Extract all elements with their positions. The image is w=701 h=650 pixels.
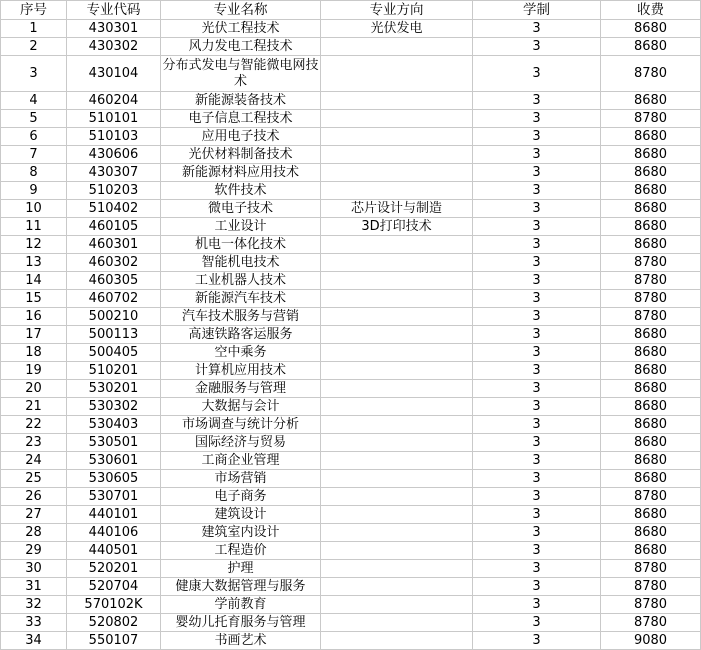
cell-code: 460302 xyxy=(67,254,161,272)
cell-name: 风力发电工程技术 xyxy=(161,38,321,56)
header-cell-name: 专业名称 xyxy=(161,1,321,20)
cell-fee: 8680 xyxy=(601,452,701,470)
cell-no: 34 xyxy=(1,632,67,650)
cell-fee: 8680 xyxy=(601,200,701,218)
cell-code: 430302 xyxy=(67,38,161,56)
cell-years: 3 xyxy=(473,380,601,398)
cell-direction xyxy=(321,578,473,596)
cell-years: 3 xyxy=(473,182,601,200)
table-row xyxy=(1,470,701,488)
cell-no: 32 xyxy=(1,596,67,614)
cell-code: 520802 xyxy=(67,614,161,632)
cell-direction xyxy=(321,182,473,200)
cell-no: 8 xyxy=(1,164,67,182)
cell-years: 3 xyxy=(473,56,601,92)
cell-name: 软件技术 xyxy=(161,182,321,200)
cell-direction xyxy=(321,398,473,416)
cell-no: 16 xyxy=(1,308,67,326)
cell-name: 工程造价 xyxy=(161,542,321,560)
cell-name: 智能机电技术 xyxy=(161,254,321,272)
cell-direction xyxy=(321,326,473,344)
cell-no: 19 xyxy=(1,362,67,380)
cell-fee: 9080 xyxy=(601,632,701,650)
cell-direction xyxy=(321,524,473,542)
cell-name: 新能源材料应用技术 xyxy=(161,164,321,182)
table-row xyxy=(1,38,701,56)
table-row xyxy=(1,578,701,596)
cell-fee: 8680 xyxy=(601,470,701,488)
table-body xyxy=(1,20,701,650)
cell-code: 510203 xyxy=(67,182,161,200)
cell-name: 健康大数据管理与服务 xyxy=(161,578,321,596)
table-row xyxy=(1,164,701,182)
cell-fee: 8780 xyxy=(601,560,701,578)
table-row xyxy=(1,506,701,524)
cell-no: 13 xyxy=(1,254,67,272)
cell-fee: 8680 xyxy=(601,434,701,452)
cell-years: 3 xyxy=(473,506,601,524)
table-row xyxy=(1,614,701,632)
cell-years: 3 xyxy=(473,578,601,596)
cell-code: 520704 xyxy=(67,578,161,596)
cell-years: 3 xyxy=(473,236,601,254)
cell-name: 工业机器人技术 xyxy=(161,272,321,290)
cell-name: 机电一体化技术 xyxy=(161,236,321,254)
cell-no: 2 xyxy=(1,38,67,56)
cell-direction xyxy=(321,92,473,110)
cell-no: 31 xyxy=(1,578,67,596)
table-row xyxy=(1,524,701,542)
cell-name: 计算机应用技术 xyxy=(161,362,321,380)
cell-direction xyxy=(321,506,473,524)
cell-direction xyxy=(321,236,473,254)
table-row xyxy=(1,362,701,380)
cell-code: 530601 xyxy=(67,452,161,470)
table-row xyxy=(1,308,701,326)
cell-fee: 8780 xyxy=(601,56,701,92)
cell-no: 17 xyxy=(1,326,67,344)
cell-code: 530701 xyxy=(67,488,161,506)
cell-no: 22 xyxy=(1,416,67,434)
cell-years: 3 xyxy=(473,542,601,560)
cell-name: 市场调查与统计分析 xyxy=(161,416,321,434)
cell-years: 3 xyxy=(473,632,601,650)
header-cell-direction: 专业方向 xyxy=(321,1,473,20)
cell-direction xyxy=(321,452,473,470)
cell-fee: 8780 xyxy=(601,578,701,596)
cell-direction xyxy=(321,56,473,92)
cell-fee: 8680 xyxy=(601,542,701,560)
table-row xyxy=(1,380,701,398)
cell-years: 3 xyxy=(473,272,601,290)
cell-no: 18 xyxy=(1,344,67,362)
table-row xyxy=(1,488,701,506)
cell-fee: 8680 xyxy=(601,128,701,146)
cell-fee: 8780 xyxy=(601,110,701,128)
cell-fee: 8780 xyxy=(601,290,701,308)
table-row xyxy=(1,56,701,92)
cell-name: 汽车技术服务与营销 xyxy=(161,308,321,326)
table-row xyxy=(1,92,701,110)
cell-direction xyxy=(321,596,473,614)
cell-direction xyxy=(321,362,473,380)
cell-direction xyxy=(321,614,473,632)
table-row xyxy=(1,542,701,560)
cell-years: 3 xyxy=(473,614,601,632)
header-cell-years: 学制 xyxy=(473,1,601,20)
cell-direction xyxy=(321,632,473,650)
table-row xyxy=(1,596,701,614)
cell-name: 护理 xyxy=(161,560,321,578)
cell-name: 光伏工程技术 xyxy=(161,20,321,38)
cell-direction xyxy=(321,146,473,164)
cell-code: 430606 xyxy=(67,146,161,164)
cell-years: 3 xyxy=(473,398,601,416)
cell-code: 530201 xyxy=(67,380,161,398)
table-row xyxy=(1,452,701,470)
cell-years: 3 xyxy=(473,326,601,344)
cell-no: 12 xyxy=(1,236,67,254)
table-row xyxy=(1,254,701,272)
cell-no: 25 xyxy=(1,470,67,488)
cell-direction xyxy=(321,164,473,182)
cell-years: 3 xyxy=(473,452,601,470)
cell-fee: 8680 xyxy=(601,146,701,164)
cell-years: 3 xyxy=(473,434,601,452)
cell-fee: 8780 xyxy=(601,596,701,614)
cell-name: 国际经济与贸易 xyxy=(161,434,321,452)
cell-name: 应用电子技术 xyxy=(161,128,321,146)
cell-years: 3 xyxy=(473,416,601,434)
cell-years: 3 xyxy=(473,254,601,272)
cell-years: 3 xyxy=(473,560,601,578)
cell-direction xyxy=(321,308,473,326)
cell-no: 7 xyxy=(1,146,67,164)
table-row xyxy=(1,560,701,578)
cell-fee: 8680 xyxy=(601,416,701,434)
cell-no: 11 xyxy=(1,218,67,236)
cell-fee: 8680 xyxy=(601,164,701,182)
cell-no: 9 xyxy=(1,182,67,200)
cell-fee: 8680 xyxy=(601,344,701,362)
cell-years: 3 xyxy=(473,164,601,182)
cell-direction xyxy=(321,290,473,308)
table-row xyxy=(1,218,701,236)
cell-direction xyxy=(321,416,473,434)
cell-code: 500405 xyxy=(67,344,161,362)
cell-name: 大数据与会计 xyxy=(161,398,321,416)
cell-years: 3 xyxy=(473,146,601,164)
cell-code: 510101 xyxy=(67,110,161,128)
cell-direction xyxy=(321,38,473,56)
cell-name: 高速铁路客运服务 xyxy=(161,326,321,344)
table-row xyxy=(1,326,701,344)
cell-code: 510201 xyxy=(67,362,161,380)
table-row xyxy=(1,416,701,434)
cell-name: 电子信息工程技术 xyxy=(161,110,321,128)
cell-name: 新能源汽车技术 xyxy=(161,290,321,308)
cell-fee: 8680 xyxy=(601,218,701,236)
cell-direction xyxy=(321,380,473,398)
cell-years: 3 xyxy=(473,20,601,38)
cell-name: 金融服务与管理 xyxy=(161,380,321,398)
cell-years: 3 xyxy=(473,92,601,110)
cell-fee: 8780 xyxy=(601,272,701,290)
cell-fee: 8780 xyxy=(601,488,701,506)
cell-fee: 8680 xyxy=(601,362,701,380)
cell-name: 微电子技术 xyxy=(161,200,321,218)
cell-code: 520201 xyxy=(67,560,161,578)
cell-direction xyxy=(321,488,473,506)
cell-years: 3 xyxy=(473,524,601,542)
table-row xyxy=(1,110,701,128)
cell-code: 440106 xyxy=(67,524,161,542)
cell-fee: 8680 xyxy=(601,20,701,38)
cell-years: 3 xyxy=(473,596,601,614)
cell-code: 430307 xyxy=(67,164,161,182)
table-row xyxy=(1,200,701,218)
cell-name: 电子商务 xyxy=(161,488,321,506)
cell-code: 570102K xyxy=(67,596,161,614)
cell-fee: 8680 xyxy=(601,92,701,110)
cell-no: 3 xyxy=(1,56,67,92)
cell-code: 550107 xyxy=(67,632,161,650)
cell-fee: 8680 xyxy=(601,236,701,254)
table-row xyxy=(1,236,701,254)
table-row xyxy=(1,128,701,146)
cell-fee: 8780 xyxy=(601,254,701,272)
cell-code: 440101 xyxy=(67,506,161,524)
cell-no: 30 xyxy=(1,560,67,578)
cell-code: 430104 xyxy=(67,56,161,92)
cell-direction xyxy=(321,560,473,578)
cell-no: 21 xyxy=(1,398,67,416)
cell-code: 530501 xyxy=(67,434,161,452)
cell-fee: 8780 xyxy=(601,614,701,632)
cell-name: 分布式发电与智能微电网技术 xyxy=(161,56,321,92)
cell-no: 24 xyxy=(1,452,67,470)
table-row xyxy=(1,344,701,362)
cell-name: 工业设计 xyxy=(161,218,321,236)
cell-years: 3 xyxy=(473,200,601,218)
cell-no: 20 xyxy=(1,380,67,398)
table-header xyxy=(1,1,701,20)
cell-code: 500113 xyxy=(67,326,161,344)
cell-no: 29 xyxy=(1,542,67,560)
cell-no: 33 xyxy=(1,614,67,632)
header-cell-code: 专业代码 xyxy=(67,1,161,20)
cell-direction xyxy=(321,128,473,146)
cell-name: 建筑设计 xyxy=(161,506,321,524)
cell-direction xyxy=(321,470,473,488)
cell-no: 15 xyxy=(1,290,67,308)
cell-direction xyxy=(321,110,473,128)
cell-years: 3 xyxy=(473,470,601,488)
cell-no: 4 xyxy=(1,92,67,110)
cell-years: 3 xyxy=(473,308,601,326)
cell-name: 学前教育 xyxy=(161,596,321,614)
table-row xyxy=(1,434,701,452)
cell-name: 建筑室内设计 xyxy=(161,524,321,542)
cell-name: 光伏材料制备技术 xyxy=(161,146,321,164)
cell-fee: 8680 xyxy=(601,326,701,344)
cell-code: 510402 xyxy=(67,200,161,218)
cell-code: 530302 xyxy=(67,398,161,416)
cell-name: 市场营销 xyxy=(161,470,321,488)
cell-fee: 8780 xyxy=(601,308,701,326)
cell-no: 10 xyxy=(1,200,67,218)
cell-name: 书画艺术 xyxy=(161,632,321,650)
cell-years: 3 xyxy=(473,218,601,236)
table-row xyxy=(1,398,701,416)
cell-name: 新能源装备技术 xyxy=(161,92,321,110)
cell-no: 1 xyxy=(1,20,67,38)
cell-no: 5 xyxy=(1,110,67,128)
cell-code: 460105 xyxy=(67,218,161,236)
cell-code: 510103 xyxy=(67,128,161,146)
cell-direction: 光伏发电 xyxy=(321,20,473,38)
cell-code: 460301 xyxy=(67,236,161,254)
cell-no: 14 xyxy=(1,272,67,290)
header-cell-no: 序号 xyxy=(1,1,67,20)
cell-fee: 8680 xyxy=(601,380,701,398)
cell-direction xyxy=(321,344,473,362)
table-row xyxy=(1,146,701,164)
cell-years: 3 xyxy=(473,344,601,362)
cell-years: 3 xyxy=(473,290,601,308)
cell-code: 430301 xyxy=(67,20,161,38)
cell-fee: 8680 xyxy=(601,524,701,542)
cell-years: 3 xyxy=(473,362,601,380)
cell-no: 6 xyxy=(1,128,67,146)
cell-code: 460702 xyxy=(67,290,161,308)
cell-name: 婴幼儿托育服务与管理 xyxy=(161,614,321,632)
header-cell-fee: 收费 xyxy=(601,1,701,20)
cell-direction: 3D打印技术 xyxy=(321,218,473,236)
cell-fee: 8680 xyxy=(601,182,701,200)
cell-name: 空中乘务 xyxy=(161,344,321,362)
cell-years: 3 xyxy=(473,110,601,128)
cell-no: 26 xyxy=(1,488,67,506)
table-row xyxy=(1,290,701,308)
cell-name: 工商企业管理 xyxy=(161,452,321,470)
table-row xyxy=(1,182,701,200)
table-row xyxy=(1,20,701,38)
cell-code: 500210 xyxy=(67,308,161,326)
cell-code: 530605 xyxy=(67,470,161,488)
cell-direction xyxy=(321,542,473,560)
cell-no: 23 xyxy=(1,434,67,452)
cell-direction xyxy=(321,272,473,290)
cell-fee: 8680 xyxy=(601,38,701,56)
header-row xyxy=(1,1,701,20)
cell-direction xyxy=(321,434,473,452)
table-row xyxy=(1,632,701,650)
cell-fee: 8680 xyxy=(601,398,701,416)
cell-years: 3 xyxy=(473,128,601,146)
cell-code: 440501 xyxy=(67,542,161,560)
cell-fee: 8680 xyxy=(601,506,701,524)
cell-direction xyxy=(321,254,473,272)
cell-code: 460204 xyxy=(67,92,161,110)
table-row xyxy=(1,272,701,290)
cell-code: 530403 xyxy=(67,416,161,434)
cell-years: 3 xyxy=(473,488,601,506)
cell-no: 28 xyxy=(1,524,67,542)
cell-no: 27 xyxy=(1,506,67,524)
cell-direction: 芯片设计与制造 xyxy=(321,200,473,218)
cell-code: 460305 xyxy=(67,272,161,290)
cell-years: 3 xyxy=(473,38,601,56)
